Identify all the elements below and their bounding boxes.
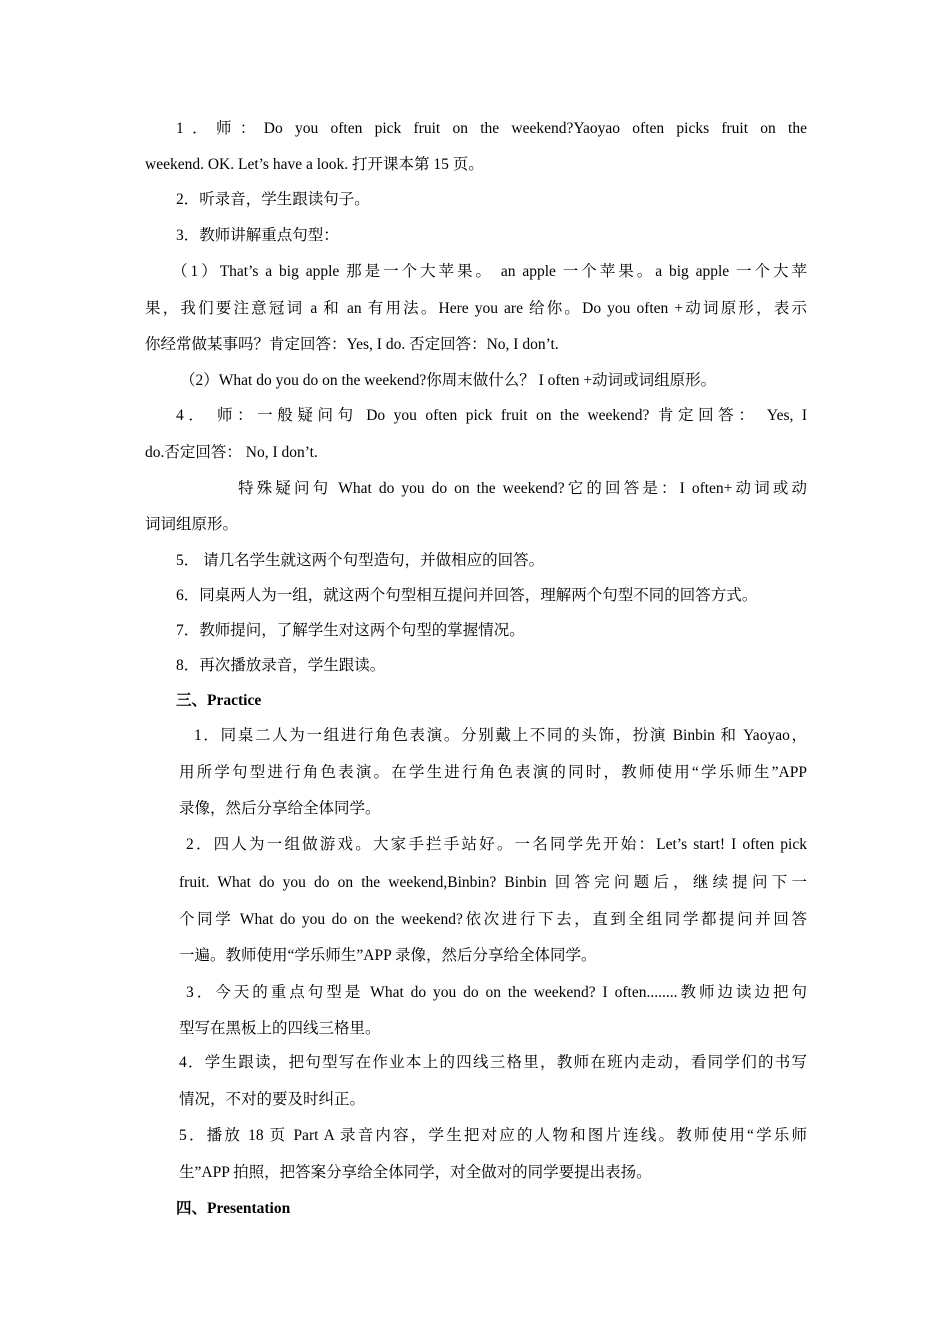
text-line: 4．学生跟读，把句型写在作业本上的四线三格里，教师在班内走动，看同学们的书写 — [179, 1054, 807, 1071]
text-line: 5． 请几名学生就这两个句型造句，并做相应的回答。 — [176, 552, 545, 569]
section-heading-presentation: 四、Presentation — [176, 1200, 291, 1217]
text-line: （2）What do you do on the weekend?你周末做什么？ I often +动词或词组原形。 — [180, 372, 717, 389]
text-line: 生”APP 拍照，把答案分享给全体同学，对全做对的同学要提出表扬。 — [179, 1164, 652, 1181]
section-heading-practice: 三、Practice — [176, 692, 262, 709]
text-line: 一遍。教师使用“学乐师生”APP 录像，然后分享给全体同学。 — [179, 947, 597, 964]
text-line: 个同学 What do you do on the weekend?依次进行下去，直到全组同学都提问并回答 — [179, 911, 807, 928]
text-line: 情况，不对的要及时纠正。 — [179, 1091, 366, 1108]
text-line: 7．教师提问，了解学生对这两个句型的掌握情况。 — [176, 622, 525, 639]
text-line: 词词组原形。 — [145, 516, 239, 533]
text-line: do.否定回答： No, I don’t. — [145, 444, 318, 461]
text-line: （1）That’s a big apple 那是一个大苹果。 an apple 一个苹果。a big apple 一个大苹 — [172, 263, 807, 280]
text-line: 1．师：Do you often pick fruit on the weekend?Yaoyao often picks fruit on the — [176, 120, 807, 137]
text-line: 特殊疑问句 What do you do on the weekend?它的回答是：I often+动词或动 — [238, 480, 807, 497]
text-line: 5．播放 18 页 Part A 录音内容，学生把对应的人物和图片连线。教师使用“学乐师 — [179, 1127, 807, 1144]
text-line: 录像，然后分享给全体同学。 — [179, 800, 381, 817]
text-line: 4． 师：一般疑问句 Do you often pick fruit on the weekend? 肯定回答： Yes, I — [176, 407, 807, 424]
text-line: 2．四人为一组做游戏。大家手拦手站好。一名同学先开始：Let’s start! I often pick — [186, 836, 807, 853]
text-line: 3．教师讲解重点句型： — [176, 227, 339, 244]
text-line: 你经常做某事吗？肯定回答：Yes, I do. 否定回答：No, I don’t. — [145, 336, 559, 353]
text-line: 8．再次播放录音，学生跟读。 — [176, 657, 386, 674]
text-line: 型写在黑板上的四线三格里。 — [179, 1020, 381, 1037]
text-line: 6．同桌两人为一组，就这两个句型相互提问并回答，理解两个句型不同的回答方式。 — [176, 587, 758, 604]
text-line: 用所学句型进行角色表演。在学生进行角色表演的同时，教师使用“学乐师生”APP — [179, 764, 807, 781]
text-line: 果，我们要注意冠词 a 和 an 有用法。Here you are 给你。Do you often +动词原形，表示 — [145, 300, 807, 317]
text-line: fruit. What do you do on the weekend,Binbin? Binbin 回答完问题后，继续提问下一 — [179, 874, 807, 891]
text-line: 2．听录音，学生跟读句子。 — [176, 191, 370, 208]
text-line: 3．今天的重点句型是 What do you do on the weekend? I often........教师边读边把句 — [186, 984, 807, 1001]
text-line: weekend. OK. Let’s have a look. 打开课本第 15 页。 — [145, 156, 484, 173]
text-line: 1．同桌二人为一组进行角色表演。分别戴上不同的头饰，扮演 Binbin 和 Yaoyao， — [194, 727, 807, 744]
